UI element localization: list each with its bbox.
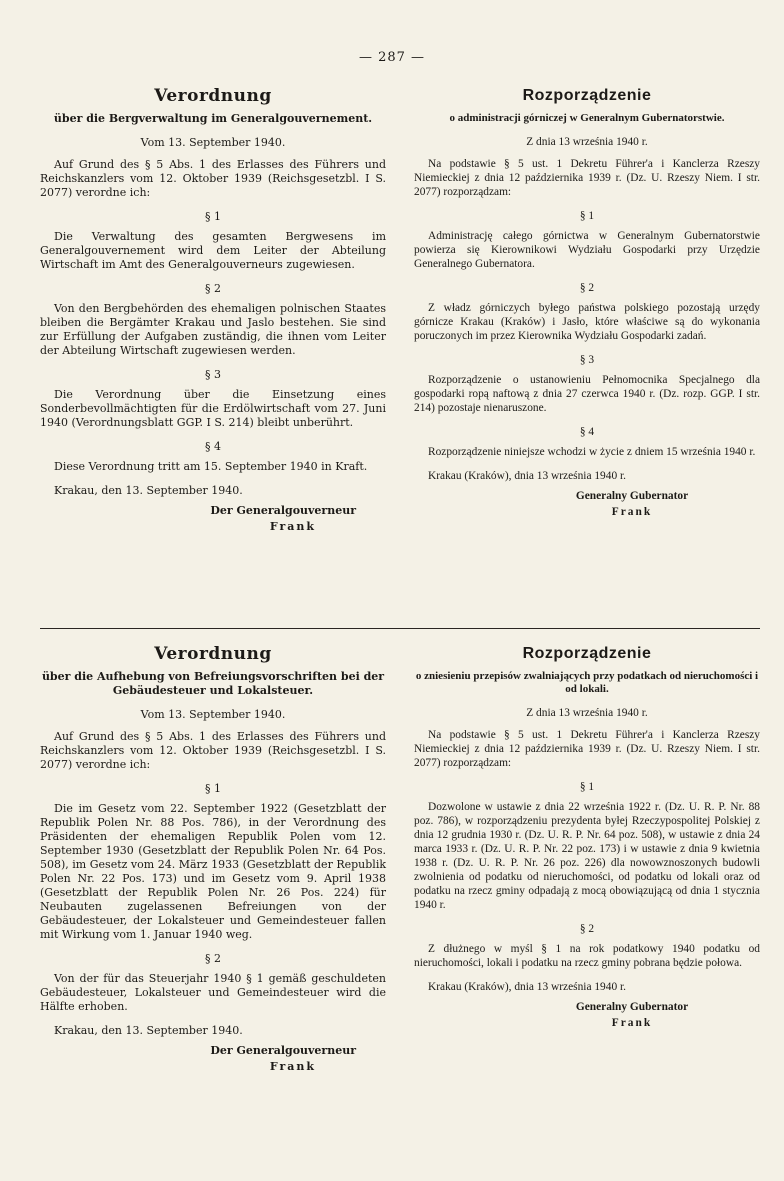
german-paragraph-2-heading-2: § 2 xyxy=(205,952,221,965)
polish-place-date-2: Krakau (Kraków), dnia 13 września 1940 r. xyxy=(428,981,627,993)
polish-paragraph-1: Administrację całego górnictwa w Generalnym Gubernatorstwie powierza się Kierownikowi Wydziału Gospodarki przy Urzędzie Generalnego Gubernatora. xyxy=(414,230,760,270)
german-title: Verordnung xyxy=(154,86,272,106)
section-divider xyxy=(40,628,760,629)
german-subtitle-2: über die Aufhebung von Befreiungsvorschriften bei der Gebäudesteuer und Lokalsteuer. xyxy=(41,670,385,697)
german-date: Vom 13. September 1940. xyxy=(140,136,286,149)
polish-title: Rozporządzenie xyxy=(522,87,652,104)
polish-paragraph-2-2: Z dłużnego w myśl § 1 na rok podatkowy 1940 podatku od nieruchomości, lokali i podatku na rzecz gminy pobrana będzie połowa. xyxy=(414,943,760,969)
german-paragraph-3: Die Verordnung über die Einsetzung eines Sonderbevollmächtigten für die Erdölwirtschaft vom 27. Juni 1940 (Verordnungsblatt GGP. I S. 214) bleibt unberührt. xyxy=(40,388,386,429)
german-paragraph-4-heading: § 4 xyxy=(205,440,221,453)
german-date-2: Vom 13. September 1940. xyxy=(140,708,286,721)
polish-paragraph-4: Rozporządzenie niniejsze wchodzi w życie z dniem 15 września 1940 r. xyxy=(428,446,756,458)
german-paragraph-1: Die Verwaltung des gesamten Bergwesens im Generalgouvernement wird dem Leiter der Abteilung Wirtschaft im Amt des Generalgouverneurs zugewiesen. xyxy=(40,230,386,271)
german-title-2: Verordnung xyxy=(154,644,272,664)
german-signature-name-2: Frank xyxy=(269,1060,316,1073)
polish-paragraph-1-heading-2: § 1 xyxy=(579,781,595,793)
section-tax-exemptions xyxy=(40,644,760,1074)
polish-paragraph-2-heading: § 2 xyxy=(579,282,595,294)
german-paragraph-1-2: Die im Gesetz vom 22. September 1922 (Gesetzblatt der Republik Polen Nr. 88 Pos. 786), in der Verordnung des Präsidenten der ehemaligen Republik Polen vom 12. September 1930 (Gesetzblatt der Republik Polen Nr. 64 Pos. 508), im Gesetz vom 24. März 1933 (Gesetzblatt der Republik Polen Nr. 22 Pos. 173) und im Gesetz vom 9. April 1938 (Gesetzblatt der Republik Polen Nr. 26 Pos. 224) für Neubauten zugelassenen Befreiungen von der Gebäudesteuer, der Lokalsteuer und Gemeindesteuer fallen mit Wirkung vom 1. Januar 1940 weg. xyxy=(40,802,386,941)
german-column-2 xyxy=(40,644,386,1074)
german-signature-title: Der Generalgouverneur xyxy=(210,504,356,517)
german-subtitle: über die Bergverwaltung im Generalgouvernement. xyxy=(53,112,373,125)
polish-paragraph-2-heading-2: § 2 xyxy=(579,923,595,935)
german-place-date-2: Krakau, den 13. September 1940. xyxy=(54,1024,243,1037)
polish-intro: Na podstawie § 5 ust. 1 Dekretu Führer'a i Kanclerza Rzeszy Niemieckiej z dnia 12 października 1939 r. (Dz. U. Rzeszy Niem. I str. 2077) rozporządzam: xyxy=(414,158,760,198)
polish-title-2: Rozporządzenie xyxy=(522,645,652,662)
german-place-date: Krakau, den 13. September 1940. xyxy=(54,484,243,497)
polish-place-date: Krakau (Kraków), dnia 13 września 1940 r. xyxy=(428,470,627,482)
german-paragraph-2: Von den Bergbehörden des ehemaligen polnischen Staates bleiben die Bergämter Krakau und Jaslo bestehen. Sie sind zur Erfüllung der Aufgaben zuständig, die ihnen vom Leiter der Abteilung Wirtschaft zugewiesen werden. xyxy=(40,302,386,357)
german-paragraph-1-heading-2: § 1 xyxy=(205,782,221,795)
polish-subtitle-2: o zniesieniu przepisów zwalniających przy podatkach od nieruchomości i od lokali. xyxy=(415,670,759,695)
polish-paragraph-3: Rozporządzenie o ustanowieniu Pełnomocnika Specjalnego dla gospodarki ropą naftową z dnia 27 czerwca 1940 r. (Dz. rozp. GGP. I str. 214) pozostaje nienaruszone. xyxy=(414,374,760,414)
polish-paragraph-1-heading: § 1 xyxy=(579,210,595,222)
polish-signature-title-2: Generalny Gubernator xyxy=(575,1001,689,1013)
german-paragraph-2-heading: § 2 xyxy=(205,282,221,295)
polish-paragraph-2: Z władz górniczych byłego państwa polskiego pozostają urzędy górnicze Krakau (Kraków) i Jasło, które właściwe są do wykonania poruczonych im przez Kierownika Wydziału Gospodarki zadań. xyxy=(414,302,760,342)
polish-intro-2: Na podstawie § 5 ust. 1 Dekretu Führer'a i Kanclerza Rzeszy Niemieckiej z dnia 12 października 1939 r. (Dz. U. Rzeszy Niem. I str. 2077) rozporządzam: xyxy=(414,729,760,769)
section-mining-administration xyxy=(40,86,760,534)
polish-paragraph-4-heading: § 4 xyxy=(579,426,595,438)
german-paragraph-2-2: Von der für das Steuerjahr 1940 § 1 gemäß geschuldeten Gebäudesteuer, Lokalsteuer und Gemeindesteuer wird die Hälfte erhoben. xyxy=(40,972,386,1013)
polish-date: Z dnia 13 września 1940 r. xyxy=(526,136,648,148)
german-paragraph-4: Diese Verordnung tritt am 15. September 1940 in Kraft. xyxy=(54,460,368,473)
german-intro-2: Auf Grund des § 5 Abs. 1 des Erlasses des Führers und Reichskanzlers vom 12. Oktober 1939 (Reichsgesetzbl. I S. 2077) verordne ich: xyxy=(40,730,386,771)
german-column xyxy=(40,86,386,534)
page-number: — 287 — xyxy=(358,50,426,65)
german-paragraph-3-heading: § 3 xyxy=(205,368,221,381)
polish-column xyxy=(414,86,760,534)
polish-signature-name-2: Frank xyxy=(611,1017,653,1029)
polish-paragraph-3-heading: § 3 xyxy=(579,354,595,366)
german-intro: Auf Grund des § 5 Abs. 1 des Erlasses des Führers und Reichskanzlers vom 12. Oktober 1939 (Reichsgesetzbl. I S. 2077) verordne ich: xyxy=(40,158,386,199)
polish-subtitle: o administracji górniczej w Generalnym Gubernatorstwie. xyxy=(449,112,725,124)
polish-paragraph-1-2: Dozwolone w ustawie z dnia 22 września 1922 r. (Dz. U. R. P. Nr. 88 poz. 786), w rozporządzeniu prezydenta byłej Rzeczypospolitej Polskiej z dnia 12 grudnia 1930 r. (Dz. U. R. P. Nr. 64 poz. 508), w ustawie z dnia 24 marca 1933 r. (Dz. U. R. P. Nr. 22 poz. 173) i w ustawie z dnia 9 kwietnia 1938 r. (Dz. U. R. P. Nr. 26 poz. 226) dla nowowznoszonych budowli zwolnienia od podatku od nieruchomości, od podatku od lokali oraz od podatku na rzecz gminy odpadają z mocą obowiązującą od dnia 1 stycznia 1940 r. xyxy=(414,801,760,911)
polish-date-2: Z dnia 13 września 1940 r. xyxy=(526,707,648,719)
polish-signature-name: Frank xyxy=(611,506,653,518)
polish-column-2 xyxy=(414,644,760,1074)
polish-signature-title: Generalny Gubernator xyxy=(575,490,689,502)
german-signature-title-2: Der Generalgouverneur xyxy=(210,1044,356,1057)
german-paragraph-1-heading: § 1 xyxy=(205,210,221,223)
german-signature-name: Frank xyxy=(269,520,316,533)
